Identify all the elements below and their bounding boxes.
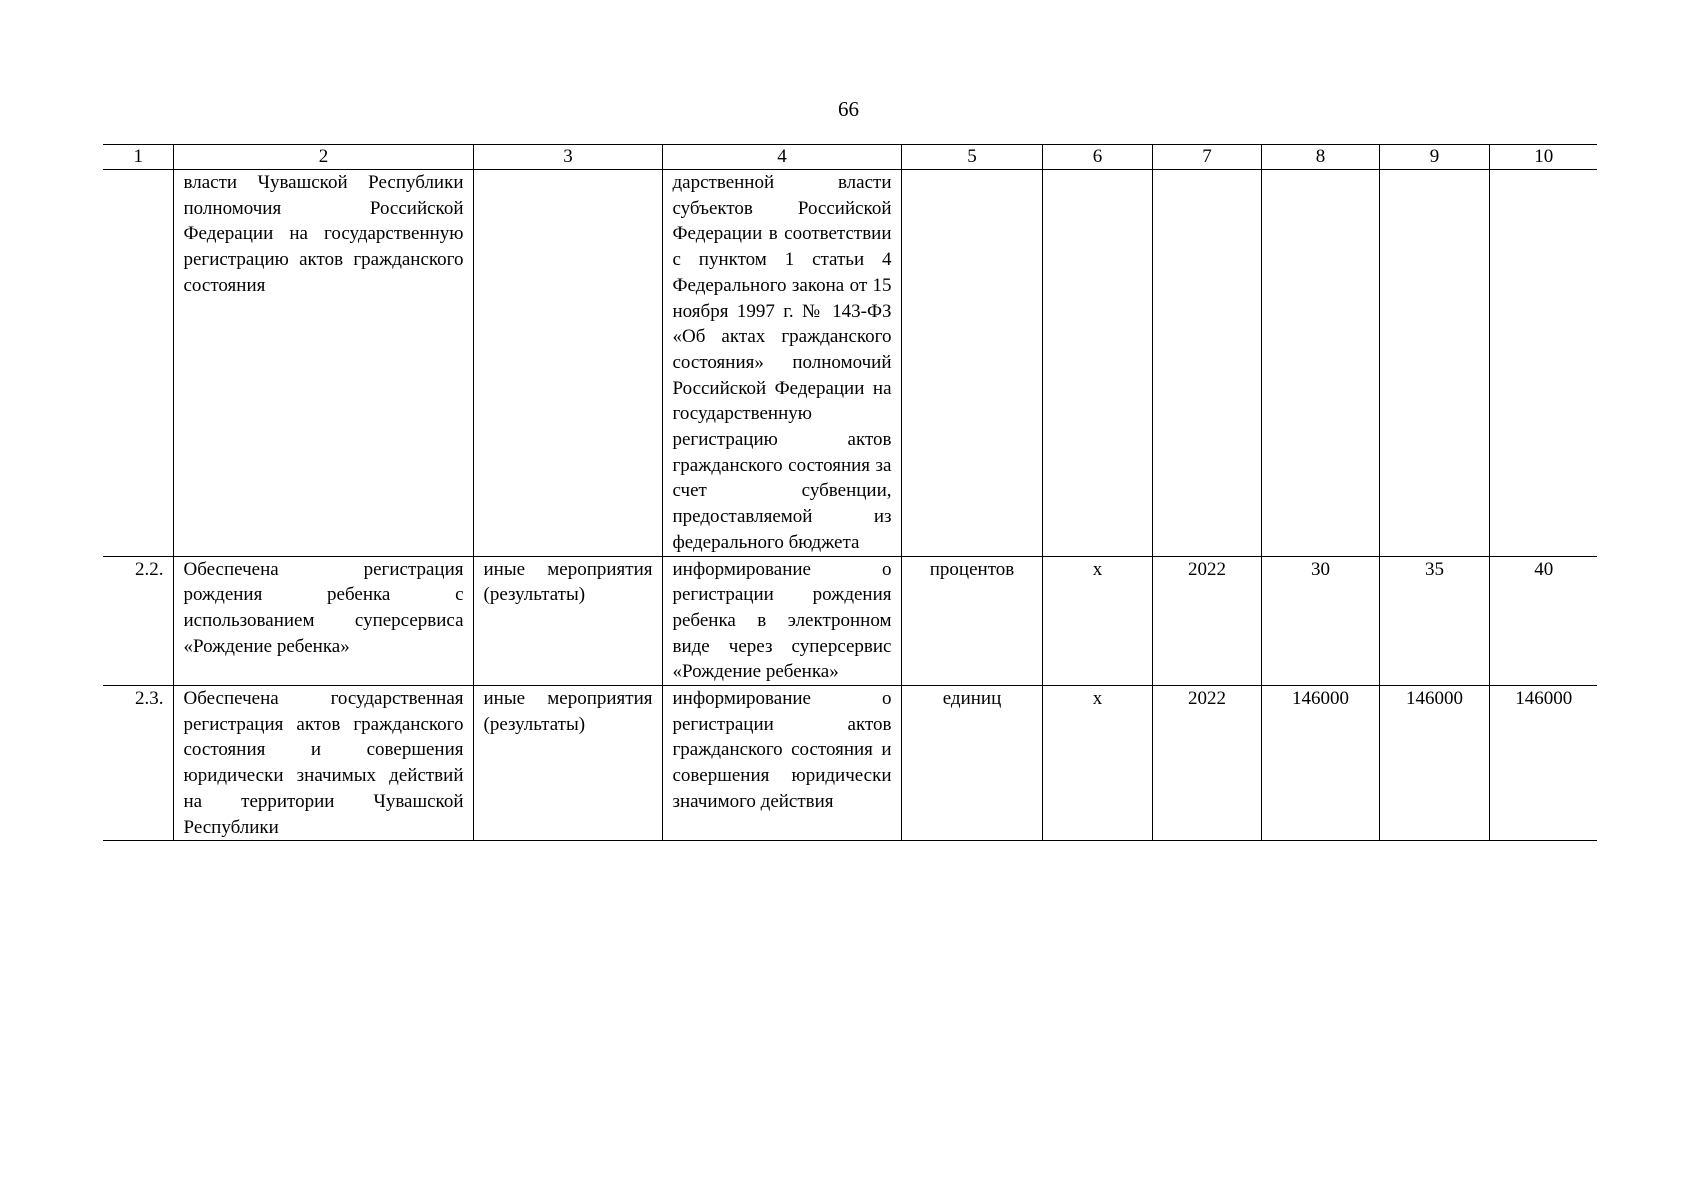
header-cell: 1 bbox=[103, 145, 173, 170]
year-cell bbox=[1152, 170, 1261, 557]
result-type bbox=[473, 170, 662, 557]
header-cell: 3 bbox=[473, 145, 662, 170]
header-cell: 5 bbox=[901, 145, 1042, 170]
row-number: 2.2. bbox=[103, 556, 173, 686]
unit-cell: единиц bbox=[901, 686, 1042, 841]
unit-cell: процентов bbox=[901, 556, 1042, 686]
data-table bbox=[103, 144, 1597, 841]
result-name: Обеспечена государственная регистрация актов гражданского состояния и совершения юридически значимых действий на территории Чувашской Республики bbox=[173, 686, 473, 841]
table-row bbox=[103, 686, 1597, 841]
col6-cell: x bbox=[1042, 686, 1152, 841]
col6-cell: x bbox=[1042, 556, 1152, 686]
result-description: информирование о регистрации рождения ребенка в электронном виде через суперсервис «Рождение ребенка» bbox=[662, 556, 901, 686]
col6-cell bbox=[1042, 170, 1152, 557]
header-cell: 2 bbox=[173, 145, 473, 170]
header-row bbox=[103, 145, 1597, 170]
result-name: власти Чувашской Республики полномочия Российской Федерации на государственную регистрацию актов гражданского состояния bbox=[173, 170, 473, 557]
row-number: 2.3. bbox=[103, 686, 173, 841]
value-cell bbox=[1489, 170, 1597, 557]
header-cell: 4 bbox=[662, 145, 901, 170]
year-cell: 2022 bbox=[1152, 556, 1261, 686]
header-cell: 6 bbox=[1042, 145, 1152, 170]
result-type: иные мероприятия (результаты) bbox=[473, 556, 662, 686]
value-cell: 146000 bbox=[1489, 686, 1597, 841]
table-row bbox=[103, 556, 1597, 686]
header-cell: 7 bbox=[1152, 145, 1261, 170]
value-cell bbox=[1261, 170, 1379, 557]
value-cell: 30 bbox=[1261, 556, 1379, 686]
value-cell: 40 bbox=[1489, 556, 1597, 686]
value-cell: 146000 bbox=[1261, 686, 1379, 841]
header-cell: 8 bbox=[1261, 145, 1379, 170]
value-cell: 35 bbox=[1379, 556, 1489, 686]
result-description: информирование о регистрации актов гражданского состояния и совершения юридически значимого действия bbox=[662, 686, 901, 841]
year-cell: 2022 bbox=[1152, 686, 1261, 841]
header-cell: 9 bbox=[1379, 145, 1489, 170]
value-cell: 146000 bbox=[1379, 686, 1489, 841]
header-cell: 10 bbox=[1489, 145, 1597, 170]
value-cell bbox=[1379, 170, 1489, 557]
unit-cell bbox=[901, 170, 1042, 557]
row-number bbox=[103, 170, 173, 557]
result-name: Обеспечена регистрация рождения ребенка с использованием суперсервиса «Рождение ребенка» bbox=[173, 556, 473, 686]
result-type: иные мероприятия (результаты) bbox=[473, 686, 662, 841]
result-description: дарственной власти субъектов Российской Федерации в соответствии с пунктом 1 статьи 4 Федерального закона от 15 ноября 1997 г. № 143-ФЗ «Об актах гражданского состояния» полномочий Российской Федерации на государственную регистрацию актов гражданского состояния за счет субвенции, предоставляемой из федерального бюджета bbox=[662, 170, 901, 557]
table-row bbox=[103, 170, 1597, 557]
page-number: 66 bbox=[838, 97, 859, 121]
